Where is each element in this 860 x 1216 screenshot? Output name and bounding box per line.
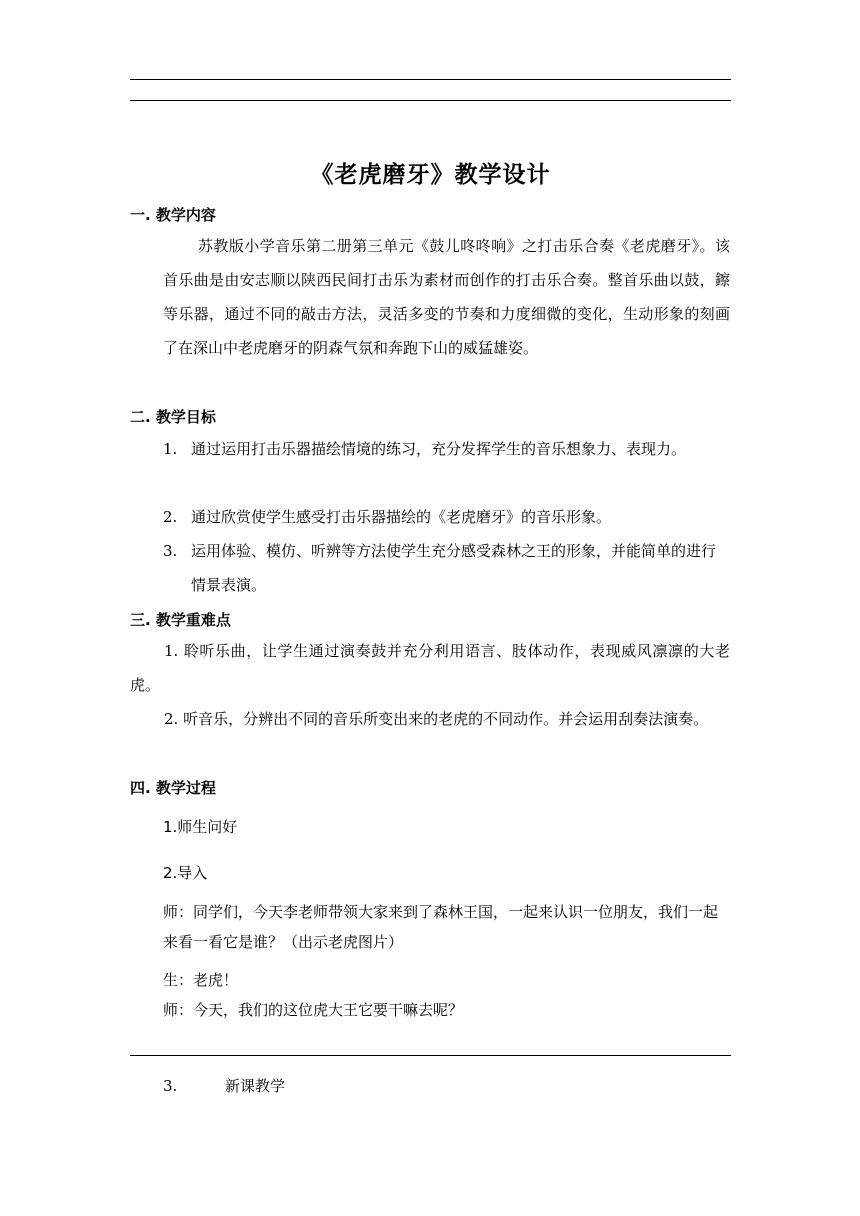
goal-number: 2. [163,508,178,526]
document-title: 《老虎磨牙》教学设计 [310,162,551,188]
step-number: 3. [163,1077,178,1095]
process-step-greeting: 1.师生问好 [163,818,238,836]
goal-item [163,432,730,466]
goal-item [163,500,730,534]
difficulty-item: 1. 聆听乐曲，让学生通过演奏鼓并充分利用语言、肢体动作，表现威风凛凛的大老虎。 [130,642,730,694]
page-bottom-rule [130,1055,731,1056]
goal-text: 通过欣赏使学生感受打击乐器描绘的《老虎磨牙》的音乐形象。 [191,508,612,526]
step-text: 新课教学 [225,1077,286,1095]
header-rule-top [130,79,731,80]
goal-text: 运用体验、模仿、听辨等方法使学生充分感受森林之王的形象，并能简单的进行情景表演。 [191,542,717,594]
goal-number: 1. [163,440,178,458]
goal-text: 通过运用打击乐器描绘情境的练习，充分发挥学生的音乐想象力、表现力。 [191,440,687,458]
difficulty-item: 2. 听音乐，分辨出不同的音乐所变出来的老虎的不同动作。并会运用刮奏法演奏。 [164,710,709,728]
section-heading-difficulties: 三. 教学重难点 [130,611,231,629]
process-step-new-lesson [163,1075,285,1096]
dialog-line: 师：同学们，今天李老师带领大家来到了森林王国，一起来认识一位朋友，我们一起来看一看它是谁？（出示老虎图片） [163,903,719,951]
goal-number: 3. [163,542,178,560]
content-paragraph: 苏教版小学音乐第二册第三单元《鼓儿咚咚响》之打击乐合奏《老虎磨牙》。该首乐曲是由安志顺以陕西民间打击乐为素材而创作的打击乐合奏。整首乐曲以鼓，鑔等乐器，通过不同的敲击方法，灵活多变的节奏和力度细微的变化，生动形象的刻画了在深山中老虎磨牙的阴森气氛和奔跑下山的威猛雄姿。 [163,237,730,357]
section-heading-process: 四. 教学过程 [130,779,216,797]
process-step-intro: 2.导入 [163,864,208,882]
header-rule-bottom [130,100,731,101]
dialog-line: 师：今天，我们的这位虎大王它要干嘛去呢？ [163,1001,464,1019]
section-heading-goals: 二. 教学目标 [130,408,216,426]
dialog-line: 生：老虎！ [163,971,239,989]
goal-item [163,534,730,602]
section-heading-content: 一. 教学内容 [130,206,216,224]
